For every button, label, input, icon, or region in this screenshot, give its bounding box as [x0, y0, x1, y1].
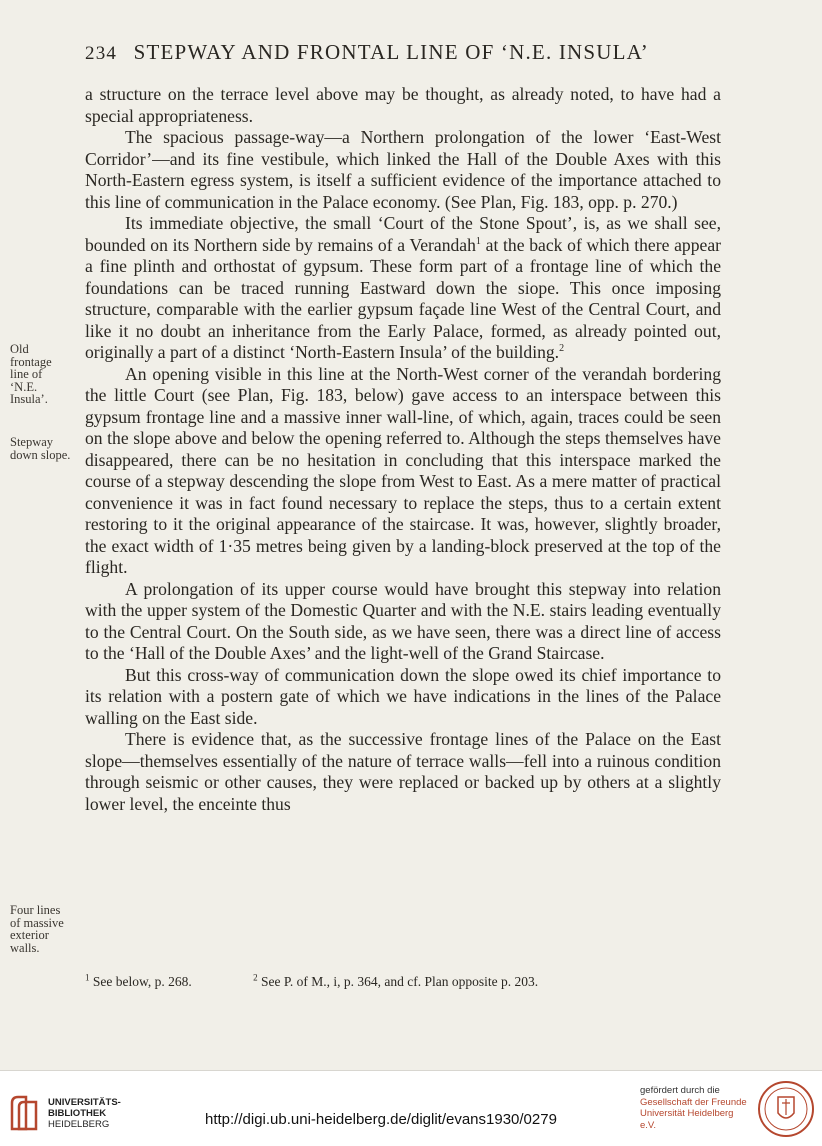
paragraph-5: A prolongation of its upper course would have brought this stepway into relation with the upper system of the Domestic Quarter and with the N.E. stairs leading eventually to the Central Court. On the South side, as we have seen, there was a direct line of access to the ‘Hall of the Double Axes’ and the light-well of the Grand Staircase.	[85, 578, 721, 663]
digitization-footer	[0, 1070, 822, 1146]
university-seal-icon	[756, 1079, 816, 1139]
paragraph-4: An opening visible in this line at the North-West corner of the verandah bordering the little Court (see Plan, Fig. 183, below) gave access to an interspace between this gypsum frontage line and a massive inner wall-line, of which, again, traces could be seen on the slope above and below the opening referred to. Although the steps themselves have disappeared, there can be no hesitation in concluding that this interspace marked the course of a stepway descending the slope from West to East. As a mere matter of practical convenience it was in fact found necessary to replace the steps, thus to a certain extent restoring to it the original appearance of the staircase. It was, however, slightly broader, the exact width of 1·35 metres being given by a landing-block preserved at the top of the flight.	[85, 363, 721, 577]
running-head	[85, 40, 725, 65]
body-text	[85, 84, 721, 815]
footnotes	[85, 974, 725, 990]
paragraph-3-part-a: Its immediate objective, the small ‘Court of the Stone Spout’, is, as we shall see, bounded on its Northern side by remains of a Verandah	[85, 213, 721, 255]
running-title: STEPWAY AND FRONTAL LINE OF ‘N.E. INSULA’	[133, 40, 649, 64]
page-number: 234	[85, 43, 118, 64]
margin-note-four-lines: Four lines of massive exterior walls.	[10, 903, 64, 955]
paragraph-3	[85, 213, 721, 364]
permalink-url[interactable]: http://digi.ub.uni-heidelberg.de/diglit/evans1930/0279	[205, 1111, 557, 1128]
funding-note: gefördert durch die Gesellschaft der Freunde Universität Heidelberg e.V.	[640, 1085, 747, 1131]
footnote-ref-1: 1	[475, 235, 481, 247]
margin-note-old-frontage: Old frontage line of ‘N.E. Insula’.	[10, 342, 52, 406]
footnote-2: $^2$ See P. of M., i, p. 364, and cf. Plan opposite p. 203.	[253, 972, 539, 989]
margin-note-stepway: Stepway down slope.	[10, 435, 71, 462]
paragraph-7: There is evidence that, as the successive frontage lines of the Palace on the East slope—themselves essentially of the nature of terrace walls—fell into a ruinous condition through seismic or other causes, they were replaced or backed up by others at a slightly lower level, the enceinte thus	[85, 729, 721, 814]
library-logo-icon	[8, 1093, 42, 1133]
paragraph-1: a structure on the terrace level above may be thought, as already noted, to have had a special appropriateness.	[85, 84, 721, 126]
footnote-ref-2: 2	[559, 343, 565, 355]
paragraph-3-part-b: at the back of which there appear a fine plinth and orthostat of gypsum. These form part of a frontage line of which the foundations can be traced running Eastward down the siope. This once imposing structure, comparable with the earlier gypsum façade line West of the Central Court, and like it no doubt an inheritance from the Early Palace, formed, as already pointed out, originally a part of a distinct ‘North-Eastern Insula’ of the building.	[85, 234, 721, 362]
footnote-1: $^1$ See below, p. 268.	[85, 972, 192, 989]
library-name: UNIVERSITÄTS- BIBLIOTHEK HEIDELBERG	[48, 1097, 121, 1130]
paragraph-2: The spacious passage-way—a Northern prolongation of the lower ‘East-West Corridor’—and its fine vestibule, which linked the Hall of the Double Axes with this North-Eastern egress system, is itself a sufficient evidence of the importance attached to this line of communication in the Palace economy. (See Plan, Fig. 183, opp. p. 270.)	[85, 127, 721, 212]
paragraph-6: But this cross-way of communication down the slope owed its chief importance to its relation with a postern gate of which we have indications in the lines of the Palace walling on the East side.	[85, 664, 721, 728]
